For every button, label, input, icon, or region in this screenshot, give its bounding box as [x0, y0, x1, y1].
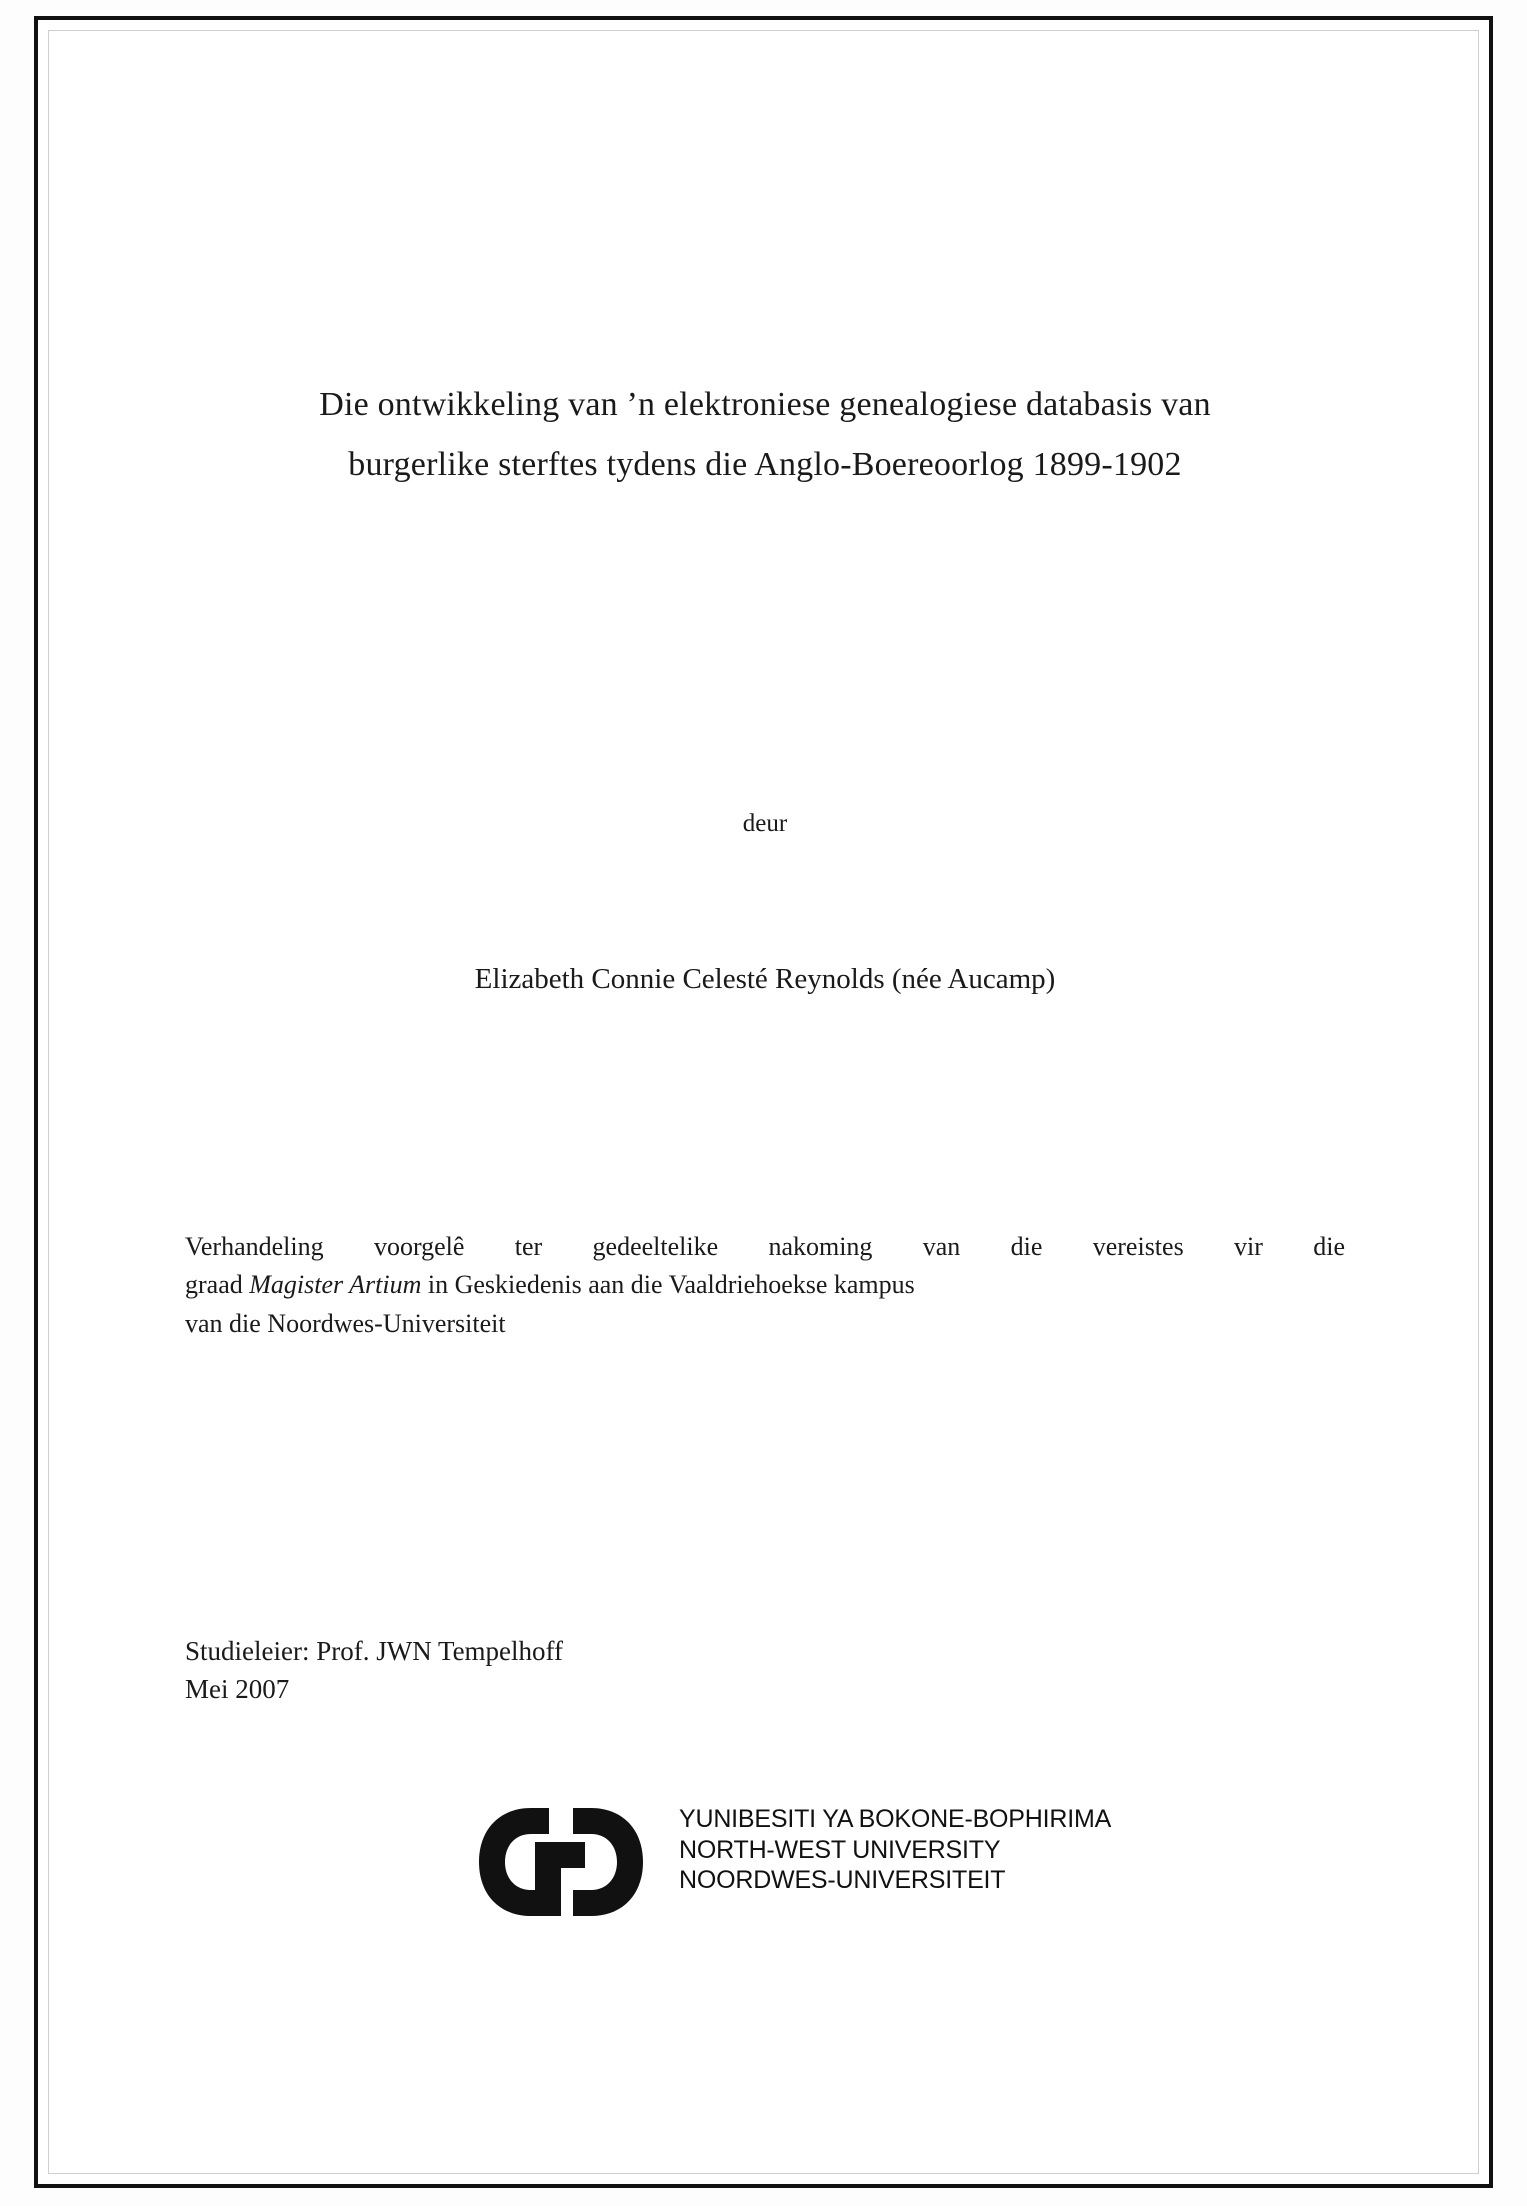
degree-statement-line-3: van die Noordwes-Universiteit: [185, 1308, 506, 1338]
degree-statement-line-2: [185, 1266, 1345, 1304]
title-line-1: Die ontwikkeling van ’n elektroniese genealogiese databasis van: [319, 386, 1211, 423]
nwu-logo-icon: [473, 1806, 673, 1918]
author-name: Elizabeth Connie Celesté Reynolds (née Aucamp): [474, 963, 1056, 995]
degree-statement-line-2-after: in Geskiedenis aan die Vaaldriehoekse kampus: [421, 1270, 915, 1300]
degree-statement-line-2-before: graad: [185, 1270, 250, 1300]
degree-statement-line-1: Verhandeling voorgelê ter gedeeltelike nakoming van die vereistes vir die: [185, 1232, 1345, 1261]
university-logo: [473, 1800, 1233, 1930]
logo-text-line-3: NOORDWES-UNIVERSITEIT: [679, 1866, 1006, 1894]
university-logo-text: [679, 1804, 1111, 1896]
degree-name: Magister Artium: [249, 1270, 422, 1300]
supervisor-block: [185, 1632, 1345, 1709]
date-line: Mei 2007: [185, 1674, 290, 1705]
page-title: [185, 375, 1345, 494]
title-line-2: burgerlike sterftes tydens die Anglo-Boereoorlog 1899-1902: [348, 445, 1182, 483]
by-label: deur: [742, 810, 788, 837]
logo-text-line-2: NORTH-WEST UNIVERSITY: [679, 1835, 1001, 1864]
degree-statement: [185, 1228, 1345, 1343]
logo-text-line-1: YUNIBESITI YA BOKONE-BOPHIRIMA: [679, 1805, 1112, 1833]
supervisor-line: Studieleier: Prof. JWN Tempelhoff: [185, 1636, 564, 1666]
title-page-content: [185, 0, 1345, 2206]
